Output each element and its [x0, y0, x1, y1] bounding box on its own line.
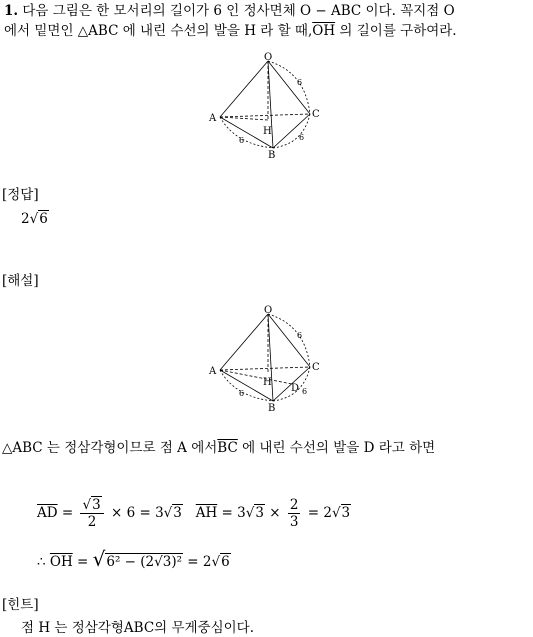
tetrahedron-figure-1 [205, 52, 330, 162]
problem-text-2: 에서 밑면인 △ABC 에 내린 수선의 발을 H 라 할 때, [4, 23, 313, 39]
label-6-bc: 6 [299, 133, 305, 142]
label-o: O [264, 305, 273, 316]
label-h: H [263, 126, 272, 137]
label-h: H [263, 377, 272, 388]
fraction-2-over-3: $\frac{2}{3}$ [289, 497, 299, 530]
segment-oh-2: $\overline{OH}$ [49, 554, 73, 570]
label-a: A [209, 366, 217, 377]
answer-header: [정답] [2, 187, 39, 203]
answer-radicand: 6 [39, 211, 48, 227]
segment-bc: $\overline{BC}$ [217, 440, 238, 456]
hint-header: [힌트] [2, 597, 39, 613]
segment-ad: $\overline{AD}$ [37, 505, 58, 521]
problem-line-2 [4, 22, 457, 40]
edge-oa [220, 61, 268, 117]
solution-text-post: 에 내린 수선의 발을 D 라고 하면 [237, 440, 436, 456]
problem-text-1: 다음 그림은 한 모서리의 길이가 6 인 정사면체 O − ABC 이다. 꼭지점 O [22, 3, 455, 19]
label-6-oc: 6 [297, 78, 303, 87]
label-c: C [312, 109, 320, 120]
label-c: C [312, 362, 320, 373]
median-ad [220, 370, 292, 384]
solution-header: [해설] [2, 273, 39, 289]
edge-bc [273, 114, 310, 148]
problem-number: 1. [4, 3, 19, 19]
problem-text-3: 의 길이를 구하여라. [335, 23, 457, 39]
label-b: B [268, 403, 276, 414]
answer-value: 2√6 [21, 211, 48, 227]
segment-oh: $\overline{OH}$ [312, 23, 336, 39]
equation-2: ∴ $\overline{OH} = √6^2 - (2√3)^2 = 2√6$ [37, 547, 230, 571]
tetrahedron-figure-2 [205, 305, 330, 415]
label-6-ab: 6 [239, 136, 245, 145]
label-6-bd: 6 [302, 387, 308, 396]
label-d: D [291, 383, 300, 394]
answer-coefficient: 2 [21, 211, 30, 227]
median-ah [220, 117, 268, 120]
hint-text: 점 H 는 정삼각형ABC의 무게중심이다. [21, 620, 255, 636]
label-a: A [209, 113, 217, 124]
label-o: O [264, 52, 273, 63]
edge-oa [220, 314, 268, 370]
radicand-expression: 6² − (2√3)² [106, 554, 183, 570]
edge-oc [268, 314, 310, 367]
solution-text [2, 439, 435, 457]
edge-oc [268, 61, 310, 114]
label-6-oc: 6 [297, 331, 303, 340]
segment-ah: $\overline{AH}$ [195, 505, 218, 521]
problem-line-1 [4, 2, 455, 20]
label-6-ab: 6 [239, 389, 245, 398]
edge-ac-hidden [220, 367, 310, 370]
label-b: B [268, 150, 276, 161]
equation-1: $\overline{AD}$ = $\frac{√3}{2}$ × 6 = 3√3 $\overline{AH} = 3√3$ × $\frac{2}{3}$ = 2√3 [37, 497, 351, 530]
edge-ac-hidden [220, 114, 310, 117]
solution-text-pre: △ABC 는 정삼각형이므로 점 A 에서 [2, 440, 218, 456]
fraction-sqrt3-over-2: $\frac{√3}{2}$ [80, 497, 103, 530]
